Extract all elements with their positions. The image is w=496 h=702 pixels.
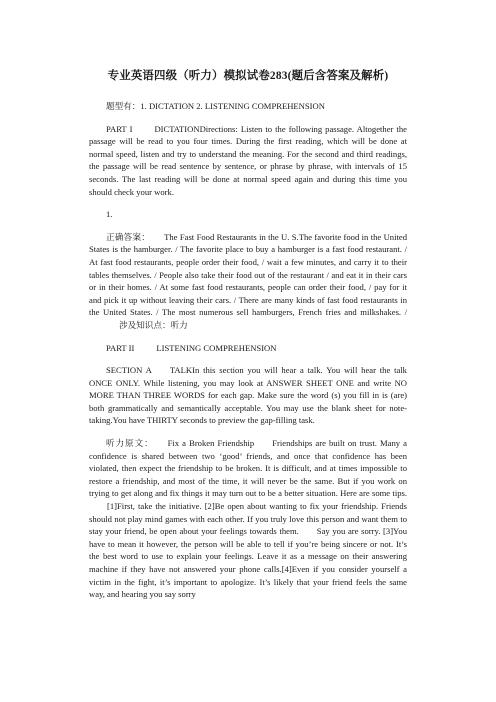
question-types: 题型有：1. DICTATION 2. LISTENING COMPREHENSION <box>106 101 325 111</box>
part1-directions: Directions: Listen to the following passage. Altogether the passage will be read to you four times. During the first reading, which will be done at normal speed, listen and try to understand the meaning. For the second and third readings, the passage will be read sentence by sentence, or phrase by phrase, with intervals of 15 seconds. The last reading will be done at normal speed again and during this time you should check your work. <box>89 123 407 197</box>
part1-paragraph <box>89 123 407 199</box>
transcript-label: 听力原文： <box>106 438 154 449</box>
document-title: 专业英语四级（听力）模拟试卷283(题后含答案及解析) <box>107 70 389 82</box>
answer-label: 正确答案： <box>106 231 151 242</box>
section-a-type: TALK <box>169 365 193 376</box>
transcript-paragraph <box>89 437 407 601</box>
answer-text: The Fast Food Restaurants in the U. S.The favorite food in the United States is the hamburger. / The favorite place to buy a hamburger is a fast food restaurant. / At fast food restaurants, people order their food, / wait a few minutes, and carry it to their tables themselves. / People also take their food out of the restaurant / and eat it in their cars or in their homes. / At some fast food restaurants, people can order their food, / pay for it and pick it up without leaving their cars. / There are many kinds of fast food restaurants in the United States. / The most numerous sell hamburgers, French fries and milkshakes. / <box>89 231 407 318</box>
knowledge-label: 涉及知识点：听力 <box>119 319 188 330</box>
transcript-text-2: [1]First, take the initiative. [2]Be open about wanting to fix your friendship. Friends should not play mind games with each other. If you truly love this person and want them to stay your friend, be open about your feelings towards them. <box>89 501 407 537</box>
answer-paragraph <box>89 231 407 332</box>
section-a-paragraph <box>89 364 407 427</box>
question-number: 1. <box>106 209 113 220</box>
part2-title: LISTENING COMPREHENSION <box>156 342 277 353</box>
transcript-text-3: Say you are sorry. [3]You have to mean it however, the person will be able to tell if you’re being sincere or not. It’s the best word to use to explain your feelings. Leave it as a message on their answering machine if they have not answered your phone calls.[4]Even if you consider yourself a victim in the fight, it’s important to apologize. It’s likely that your friend feels the same way, and hearing you say sorry <box>89 526 407 600</box>
transcript-title: Fix a Broken Friendship <box>167 438 255 449</box>
document-page <box>89 60 407 601</box>
part1-heading: PART I <box>106 123 133 134</box>
part2-heading-line <box>89 342 407 355</box>
section-a-label: SECTION A <box>106 365 152 376</box>
transcript-text-1: Friendships are built on trust. Many a confidence is shared between two ‘good’ friends, and once that confidence has been violated, then expect the friendship to be broken. It is difficult, and at times impossible to restore a friendship, and most of the time, it will never be the same. But if you work on trying to get along and fix things it may turn out to be a better situation. Here are some tips. <box>89 438 407 499</box>
part1-dir-label: DICTATION <box>154 123 200 134</box>
section-a-instructions: In this section you will hear a talk. You will hear the talk ONCE ONLY. While listening, you may look at ANSWER SHEET ONE and write NO MORE THAN THREE WORDS for each gap. Make sure the word (s) you fill in is (are) both grammatically and semantically acceptable. You may use the blank sheet for note-taking.You have THIRTY seconds to preview the gap-filling task. <box>89 365 407 426</box>
part2-heading: PART II <box>106 342 135 353</box>
